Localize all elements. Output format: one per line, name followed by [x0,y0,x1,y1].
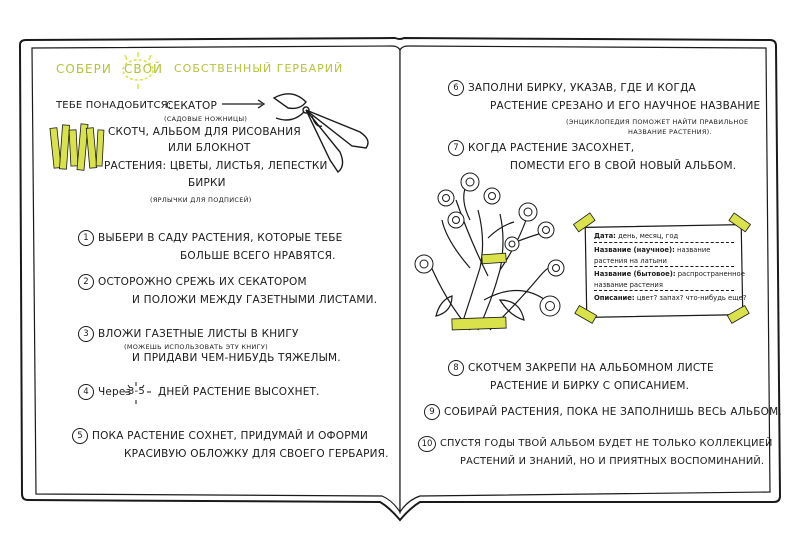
step-3-line-1: ВЛОЖИ ГАЗЕТНЫЕ ЛИСТЫ В КНИГУ [98,328,299,340]
card-common-name-2: название растения [594,281,663,289]
step-number-7: 7 [448,140,464,156]
step-4-prefix: Через [98,386,132,398]
title-part-3: СОБСТВЕННЫЙ ГЕРБАРИЙ [174,62,344,75]
step-number-1: 1 [78,230,94,246]
step-4-line-1: ДНЕЙ РАСТЕНИЕ ВЫСОХНЕТ. [158,386,320,398]
step-number-6: 6 [448,80,464,96]
title-part-2: СВОЙ [124,62,164,76]
step-number-9: 9 [424,404,440,420]
needs-line-5-note: (ЯРЛЫЧКИ ДЛЯ ПОДПИСЕЙ) [150,196,252,204]
step-3-line-3: И ПРИДАВИ ЧЕМ-НИБУДЬ ТЯЖЕЛЫМ. [132,352,341,364]
step-6-line-4: НАЗВАНИЕ РАСТЕНИЯ). [628,128,712,136]
needs-label: ТЕБЕ ПОНАДОБИТСЯ: [56,100,172,111]
step-1-line-2: БОЛЬШЕ ВСЕГО НРАВЯТСЯ. [180,250,336,262]
step-6-line-3: (ЭНЦИКЛОПЕДИЯ ПОМОЖЕТ НАЙТИ ПРАВИЛЬНОЕ [566,118,749,126]
step-10-line-1: СПУСТЯ ГОДЫ ТВОЙ АЛЬБОМ БУДЕТ НЕ ТОЛЬКО КОЛЛЕКЦИЕЙ [440,438,773,449]
title-part-1: СОБЕРИ [56,62,112,76]
card-scientific-name-2: растения на латыни [594,257,667,265]
card-description: Описание: цвет? запах? что-нибудь еще? [594,294,747,302]
step-9-line-1: СОБИРАЙ РАСТЕНИЯ, ПОКА НЕ ЗАПОЛНИШЬ ВЕСЬ АЛЬБОМ. [444,406,782,418]
step-number-10: 10 [418,436,436,452]
label-card [574,213,751,323]
step-2-line-1: ОСТОРОЖНО СРЕЖЬ ИХ СЕКАТОРОМ [98,276,307,288]
needs-line-5: БИРКИ [188,177,226,189]
needs-line-2: СКОТЧ, АЛЬБОМ ДЛЯ РИСОВАНИЯ [108,126,301,138]
step-2-line-2: И ПОЛОЖИ МЕЖДУ ГАЗЕТНЫМИ ЛИСТАМИ. [132,294,378,306]
step-number-5: 5 [72,428,88,444]
needs-line-4: РАСТЕНИЯ: ЦВЕТЫ, ЛИСТЬЯ, ЛЕПЕСТКИ [104,160,328,172]
step-number-2: 2 [78,274,94,290]
step-5-line-2: КРАСИВУЮ ОБЛОЖКУ ДЛЯ СВОЕГО ГЕРБАРИЯ. [124,448,389,460]
step-7-line-2: ПОМЕСТИ ЕГО В СВОЙ НОВЫЙ АЛЬБОМ. [510,160,737,172]
step-1-line-1: ВЫБЕРИ В САДУ РАСТЕНИЯ, КОТОРЫЕ ТЕБЕ [98,232,343,244]
step-number-4: 4 [78,384,94,400]
step-number-3: 3 [78,326,94,342]
step-6-line-2: РАСТЕНИЕ СРЕЗАНО И ЕГО НАУЧНОЕ НАЗВАНИЕ [490,100,761,112]
step-3-line-2: (МОЖЕШЬ ИСПОЛЬЗОВАТЬ ЭТУ КНИГУ) [124,343,268,351]
step-10-line-2: РАСТЕНИЙ И ЗНАНИЙ, НО И ПРИЯТНЫХ ВОСПОМИНАНИЙ. [460,456,765,467]
step-5-line-1: ПОКА РАСТЕНИЕ СОХНЕТ, ПРИДУМАЙ И ОФОРМИ [92,430,369,442]
needs-pruner-note: (САДОВЫЕ НОЖНИЦЫ) [164,115,248,123]
step-number-8: 8 [448,360,464,376]
step-6-line-1: ЗАПОЛНИ БИРКУ, УКАЗАВ, ГДЕ И КОГДА [468,82,696,94]
needs-line-3: ИЛИ БЛОКНОТ [168,142,251,154]
step-8-line-1: СКОТЧЕМ ЗАКРЕПИ НА АЛЬБОМНОМ ЛИСТЕ [468,362,714,374]
step-7-line-1: КОГДА РАСТЕНИЕ ЗАСОХНЕТ, [468,142,635,154]
card-scientific-name: Название (научное): название [594,246,711,254]
card-common-name: Название (бытовое): распространенное [594,270,745,278]
step-8-line-2: РАСТЕНИЕ И БИРКУ С ОПИСАНИЕМ. [490,380,690,392]
needs-pruner: СЕКАТОР [166,100,218,112]
card-date: Дата: день, месяц, год [594,232,679,240]
step-4-days: 3-5 [128,386,145,397]
